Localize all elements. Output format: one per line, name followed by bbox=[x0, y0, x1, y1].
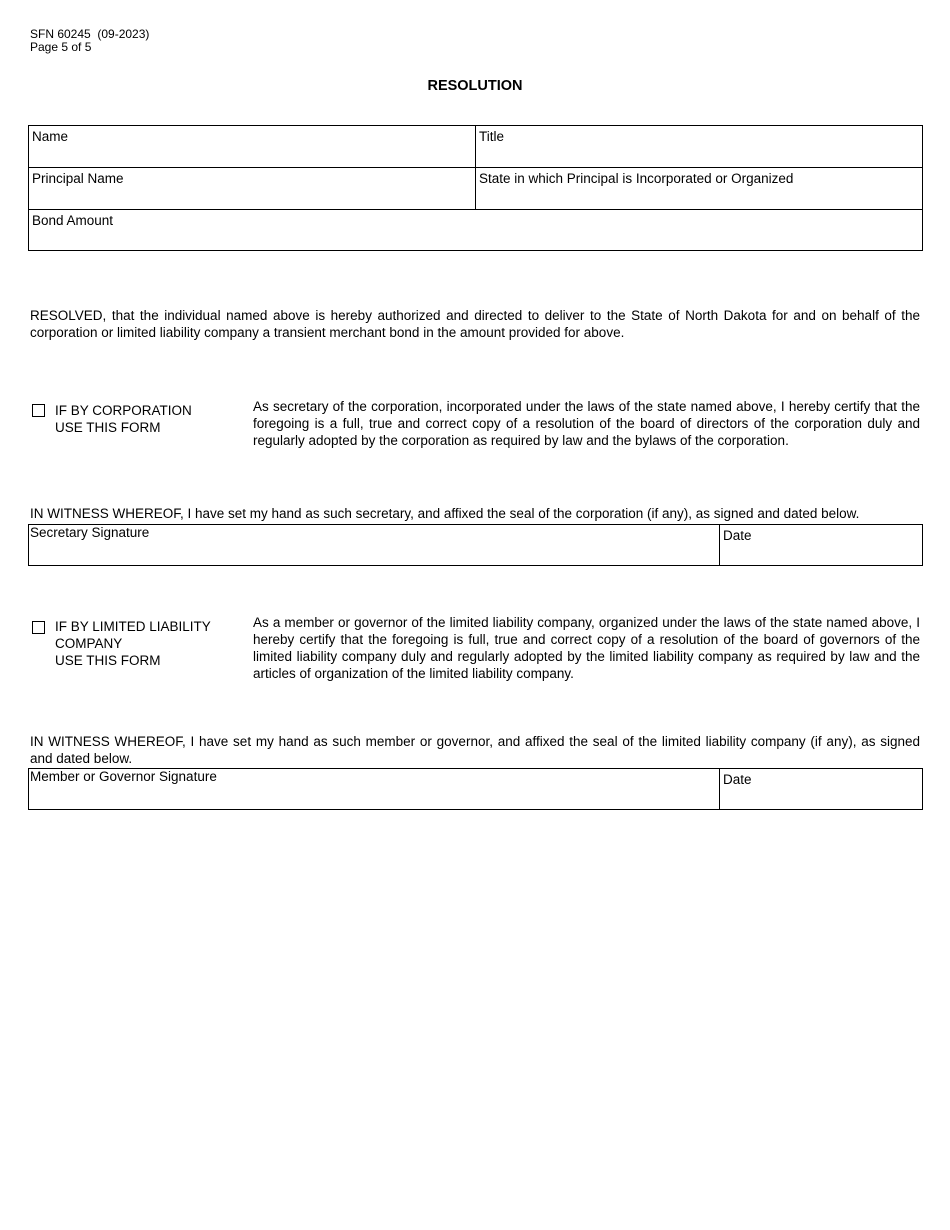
corporation-label-line-1: IF BY CORPORATION bbox=[55, 403, 192, 418]
llc-witness: IN WITNESS WHEREOF, I have set my hand as such member or governor, and affixed the seal of the limited liability company (if any), as signed and dated below. bbox=[30, 734, 920, 766]
name-label: Name bbox=[32, 129, 69, 144]
resolved-paragraph: RESOLVED, that the individual named above is hereby authorized and directed to deliver to the State of North Dakota for and on behalf of the corporation or limited liability company a transient merchant bond in the amount provided for above. bbox=[30, 308, 920, 340]
llc-label-line-3: USE THIS FORM bbox=[55, 653, 161, 668]
name-field[interactable] bbox=[29, 126, 475, 167]
llc-checkbox-label bbox=[55, 618, 211, 669]
corporation-date-label: Date bbox=[723, 528, 752, 543]
secretary-signature-label: Secretary Signature bbox=[30, 525, 150, 540]
llc-label-line-2: COMPANY bbox=[55, 636, 123, 651]
info-table bbox=[28, 125, 923, 251]
title-field[interactable] bbox=[476, 126, 922, 167]
form-meta bbox=[30, 28, 149, 54]
member-governor-signature-field[interactable] bbox=[29, 769, 719, 809]
form-number: SFN 60245 (09-2023) bbox=[30, 27, 150, 41]
state-label: State in which Principal is Incorporated or Organized bbox=[479, 171, 794, 186]
secretary-signature-field[interactable] bbox=[29, 525, 719, 565]
principal-name-field[interactable] bbox=[29, 168, 475, 209]
member-governor-signature-label: Member or Governor Signature bbox=[30, 769, 217, 784]
llc-date-field[interactable] bbox=[720, 769, 922, 809]
corporation-label-line-2: USE THIS FORM bbox=[55, 420, 161, 435]
bond-amount-label: Bond Amount bbox=[32, 213, 114, 228]
llc-label-line-1: IF BY LIMITED LIABILITY bbox=[55, 619, 211, 634]
llc-date-label: Date bbox=[723, 772, 752, 787]
llc-checkbox[interactable] bbox=[32, 621, 45, 634]
title-label: Title bbox=[479, 129, 505, 144]
corporation-witness: IN WITNESS WHEREOF, I have set my hand as such secretary, and affixed the seal of the corporation (if any), as signed and dated below. bbox=[30, 506, 860, 521]
corporation-checkbox[interactable] bbox=[32, 404, 45, 417]
state-field[interactable] bbox=[476, 168, 922, 209]
corporation-certification: As secretary of the corporation, incorporated under the laws of the state named above, I hereby certify that the foregoing is a full, true and correct copy of a resolution of the board of directors of the corporation duly and regularly adopted by the corporation as required by law and the bylaws of the corporation. bbox=[253, 399, 920, 448]
llc-certification: As a member or governor of the limited liability company, organized under the laws of the state named above, I hereby certify that the foregoing is full, true and correct copy of a resolution of the board of governors of the limited liability company duly and regularly adopted by the limited liability company as required by law and the articles of organization of the limited liability company. bbox=[253, 615, 920, 681]
page-title: RESOLUTION bbox=[427, 78, 523, 94]
bond-amount-field[interactable] bbox=[29, 210, 922, 250]
principal-name-label: Principal Name bbox=[32, 171, 124, 186]
corporation-date-field[interactable] bbox=[720, 525, 922, 565]
corporation-checkbox-label bbox=[55, 402, 192, 436]
llc-signature-row bbox=[28, 768, 923, 810]
page-number: Page 5 of 5 bbox=[30, 40, 92, 54]
corporation-signature-row bbox=[28, 524, 923, 566]
